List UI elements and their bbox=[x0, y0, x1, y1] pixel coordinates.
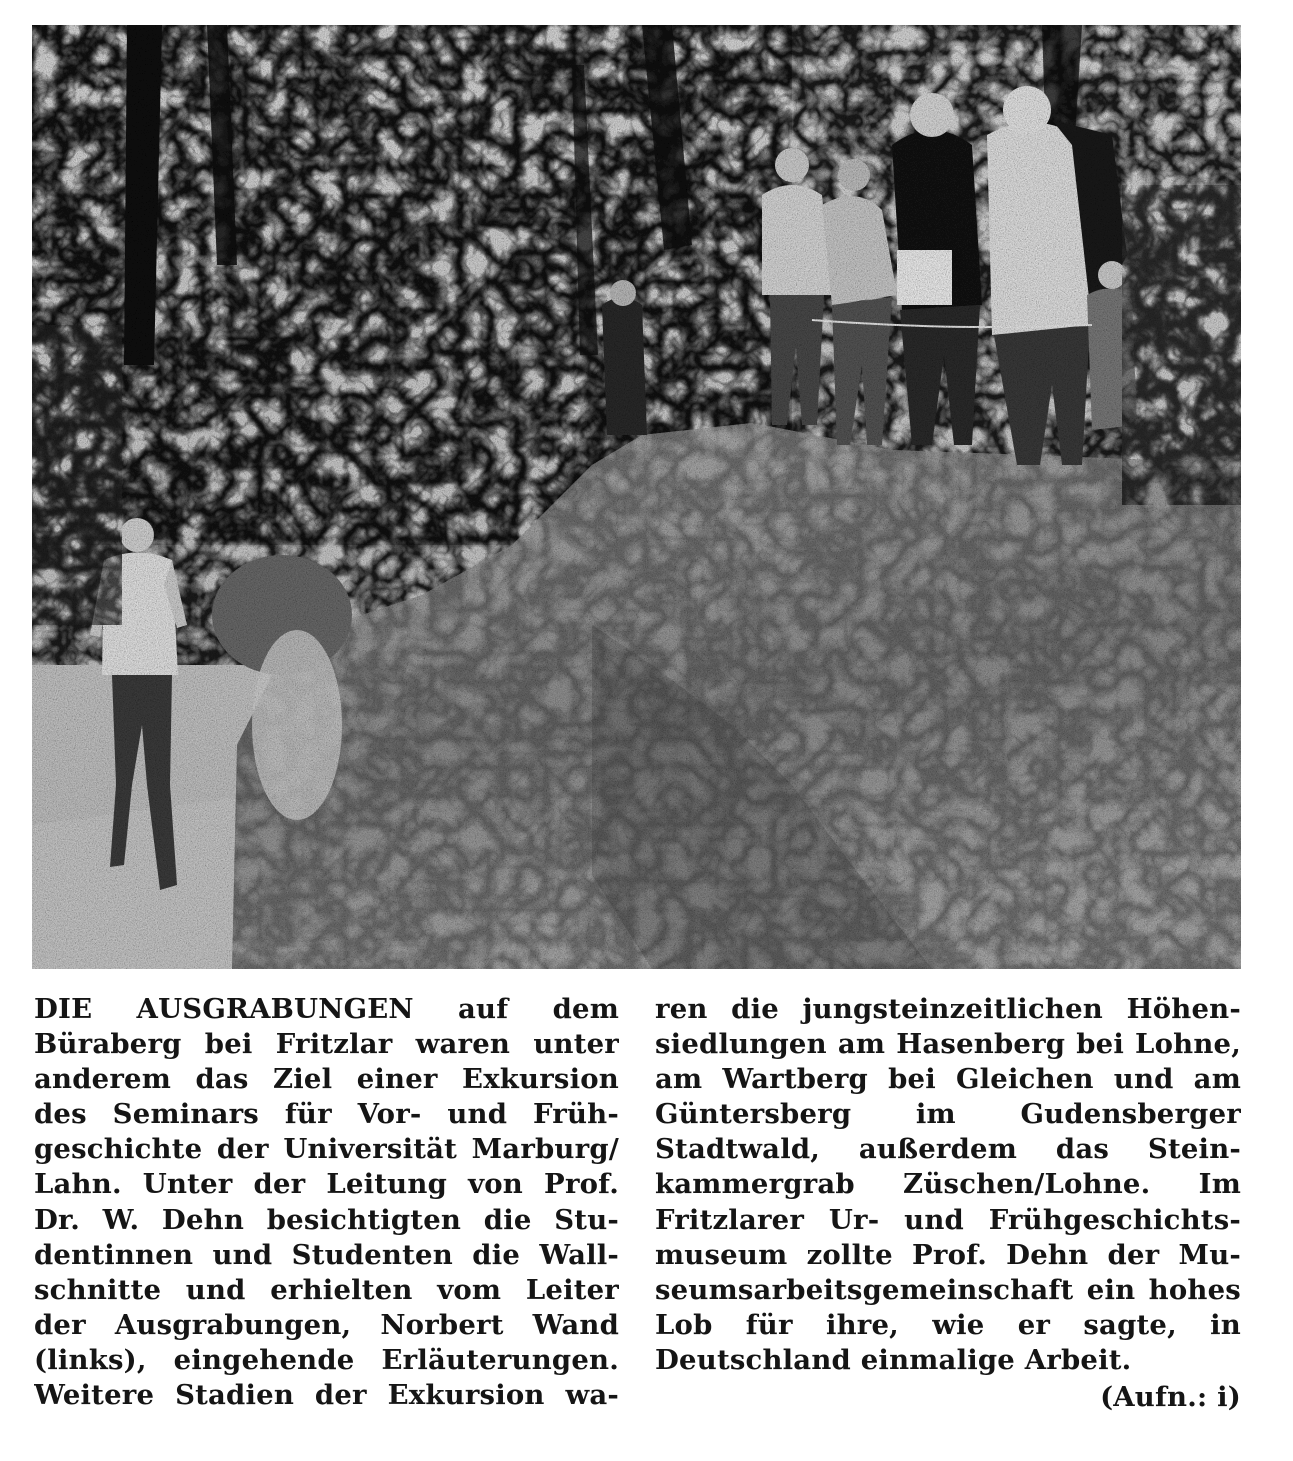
photo-credit: (Aufn.: i) bbox=[1100, 1381, 1241, 1414]
caption-line: des Seminars für Vor- und Früh- bbox=[34, 1098, 619, 1131]
caption-line: Weitere Stadien der Exkursion wa- bbox=[34, 1379, 619, 1412]
caption-line: der Ausgrabungen, Norbert Wand bbox=[34, 1308, 619, 1341]
caption-column-left bbox=[34, 992, 619, 1413]
caption-line: Lahn. Unter der Leitung von Prof. bbox=[34, 1168, 619, 1201]
caption-line: Stadtwald, außerdem das Stein- bbox=[655, 1133, 1241, 1166]
caption-line: dentinnen und Studenten die Wall- bbox=[34, 1238, 619, 1271]
caption-line: Fritzlarer Ur- und Frühgeschichts- bbox=[655, 1203, 1241, 1236]
caption-line: (links), eingehende Erläuterungen. bbox=[34, 1343, 619, 1376]
caption-line: Güntersberg im Gudensberger bbox=[655, 1098, 1241, 1131]
caption-line: Büraberg bei Fritzlar waren unter bbox=[34, 1028, 619, 1061]
caption-line: Dr. W. Dehn besichtigten die Stu- bbox=[34, 1203, 619, 1236]
caption-line: siedlungen am Hasenberg bei Lohne, bbox=[655, 1028, 1241, 1061]
caption-line: Lob für ihre, wie er sagte, in bbox=[655, 1308, 1241, 1341]
caption-line: ren die jungsteinzeitlichen Höhen- bbox=[655, 993, 1241, 1025]
caption-line: Deutschland einmalige Arbeit. bbox=[655, 1343, 1132, 1376]
caption-line: schnitte und erhielten vom Leiter bbox=[34, 1273, 619, 1306]
caption-column-right bbox=[655, 992, 1241, 1415]
caption-line: anderem das Ziel einer Exkursion bbox=[34, 1063, 619, 1096]
caption-line: geschichte der Universität Marburg/ bbox=[34, 1133, 619, 1166]
caption-line: museum zollte Prof. Dehn der Mu- bbox=[655, 1238, 1241, 1271]
caption-line: seumsarbeitsgemeinschaft ein hohes bbox=[655, 1273, 1241, 1306]
caption-line: DIE AUSGRABUNGEN auf dem bbox=[34, 993, 619, 1025]
news-photo bbox=[32, 25, 1241, 969]
caption-line: am Wartberg bei Gleichen und am bbox=[655, 1063, 1241, 1096]
caption-line: kammergrab Züschen/Lohne. Im bbox=[655, 1168, 1241, 1201]
